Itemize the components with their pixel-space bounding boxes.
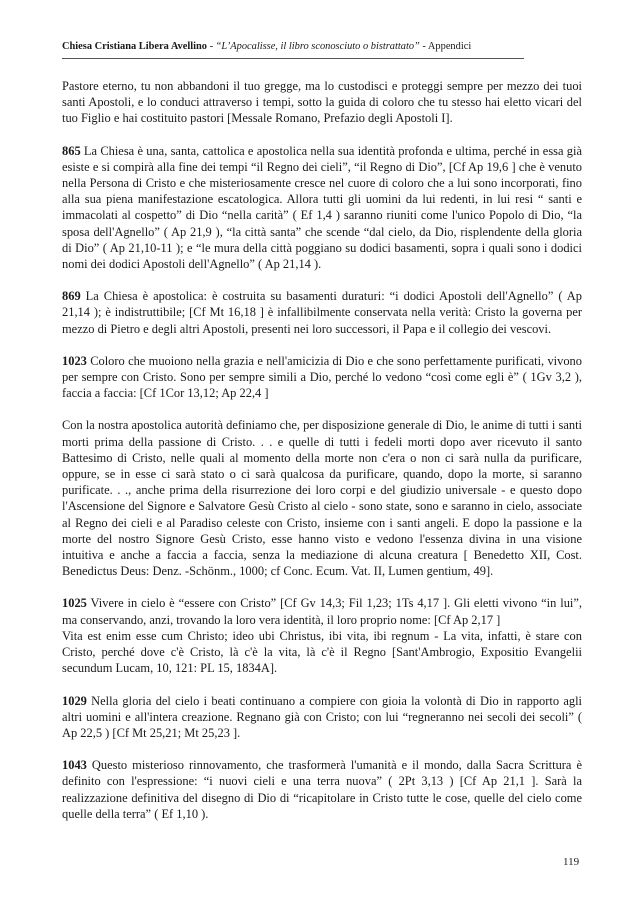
paragraph [62,595,582,676]
paragraph-number: 1025 [62,596,87,611]
paragraph [62,143,582,273]
page-header [62,40,582,53]
paragraph [62,353,582,402]
paragraph-text: Pastore eterno, tu non abbandoni il tuo gregge, ma lo custodisci e proteggi sempre per mezzo dei tuoi santi Apostoli, e lo conduci attraverso i tempi, sotto la guida di coloro che tu stesso hai eletto vicari del tuo Figlio e hai costituito pastori [Messale Romano, Prefazio degli Apostoli I]. [62,79,582,126]
paragraph [62,693,582,742]
header-book-title: “L’Apocalisse, il libro sconosciuto o bistrattato” [215,41,420,52]
paragraph-text: Con la nostra apostolica autorità definiamo che, per disposizione generale di Dio, le anime di tutti i santi morti prima della passione di Cristo. . . e quelle di tutti i fedeli morti dopo aver ricevuto il santo Battesimo di Cristo, nelle quali al momento della morte non c'era o non ci sarà nulla da purificare, oppure, se in esse ci sarà stato o ci sarà qualcosa da purificare, quando, dopo la morte, si saranno purificate. . ., anche prima della risurrezione dei loro corpi e del giudizio universale - e questo dopo l'Ascensione del Signore e Salvatore Gesù Cristo al cielo - sono state, sono e saranno in cielo, associate al Regno dei cieli e al Paradiso celeste con Cristo, insieme con i santi angeli. E dopo la passione e la morte del nostro Signore Gesù Cristo, esse hanno visto e vedono l'essenza divina in una visione intuitiva e anche a faccia a faccia, senza la mediazione di alcuna creatura [ Benedetto XII, Cost. Benedictus Deus: Denz. -Schönm., 1000; cf Conc. Ecum. Vat. II, Lumen gentium, 49]. [62,418,582,579]
paragraph-number: 1043 [62,758,87,773]
paragraph [62,288,582,337]
paragraph-text: Vivere in cielo è “essere con Cristo” [Cf Gv 14,3; Fil 1,23; 1Ts 4,17 ]. Gli eletti vivono “in lui”, ma conservando, anzi, trovando la loro vera identità, il loro proprio nome: [Cf Ap 2,17 ] Vita est enim esse cum Christo; ideo ubi Christus, ibi vita, ibi regnum - La vita, infatti, è stare con Cristo, perché dove c'è Cristo, là c'è la vita, là c'è il Regno [Sant'Ambrogio, Expositio Evangelii secundum Lucam, 10, 121: PL 15, 1834A]. [62,596,582,676]
paragraph-number: 869 [62,289,81,304]
paragraph [62,78,582,127]
paragraph-text: La Chiesa è apostolica: è costruita su basamenti duraturi: “i dodici Apostoli dell'Agnello” ( Ap 21,14 ); è indistruttibile; [Cf Mt 16,18 ] è infallibilmente conservata nella verità: Cristo la governa per mezzo di Pietro e degli altri Apostoli, presenti nei loro successori, il Papa e il collegio dei vescovi. [62,289,582,336]
paragraph-text: La Chiesa è una, santa, cattolica e apostolica nella sua identità profonda e ultima, perché in essa già esiste e si compirà alla fine dei tempi “il Regno dei cieli”, “il Regno di Dio”, [Cf Ap 19,6 ] che è venuto nella Persona di Cristo e che misteriosamente cresce nel cuore di coloro che a lui sono incorporati, fino alla sua piena manifestazione escatologica. Allora tutti gli uomini da lui redenti, in lui resi “ santi e immacolati al cospetto” di Dio “nella carità” ( Ef 1,4 ) saranno riuniti come l'unico Popolo di Dio, “la sposa dell'Agnello” ( Ap 21,9 ), “la città santa” che scende “dal cielo, da Dio, risplendente della gloria di Dio” ( Ap 21,10-11 ); e “le mura della città poggiano su dodici basamenti, sopra i quali sono i dodici nomi dei dodici Apostoli dell'Agnello” ( Ap 21,14 ). [62,143,582,272]
header-separator: - [207,41,216,52]
paragraph-text: Questo misterioso rinnovamento, che trasformerà l'umanità e il mondo, dalla Sacra Scrittura è definito con l'espressione: “i nuovi cieli e una terra nuova” ( 2Pt 3,13 ) [Cf Ap 21,1 ]. Sarà la realizzazione definitiva del disegno di Dio di “ricapitolare in Cristo tutte le cose, quelle del cielo come quelle della terra” ( Ef 1,10 ). [62,758,582,821]
paragraph-text: Nella gloria del cielo i beati continuano a compiere con gioia la volontà di Dio in rapporto agli altri uomini e all'intera creazione. Regnano già con Cristo; con lui “regneranno nei secoli dei secoli” ( Ap 22,5 ) [Cf Mt 25,21; Mt 25,23 ]. [62,693,582,740]
paragraph-number: 865 [62,143,81,158]
paragraph [62,417,582,579]
paragraph-text: Coloro che muoiono nella grazia e nell'amicizia di Dio e che sono perfettamente purificati, vivono per sempre con Cristo. Sono per sempre simili a Dio, perché lo vedono “così come egli è” ( 1Gv 3,2 ), faccia a faccia: [Cf 1Cor 13,12; Ap 22,4 ] [62,353,582,401]
paragraph-number: 1029 [62,693,87,708]
header-section: Appendici [427,41,472,52]
page-number: 119 [563,856,580,868]
paragraph [62,757,582,822]
paragraph-number: 1023 [62,353,87,368]
header-org: Chiesa Cristiana Libera Avellino [62,41,207,52]
header-rule [62,58,524,59]
page-body [62,78,582,838]
header-separator-2: - [419,41,428,52]
